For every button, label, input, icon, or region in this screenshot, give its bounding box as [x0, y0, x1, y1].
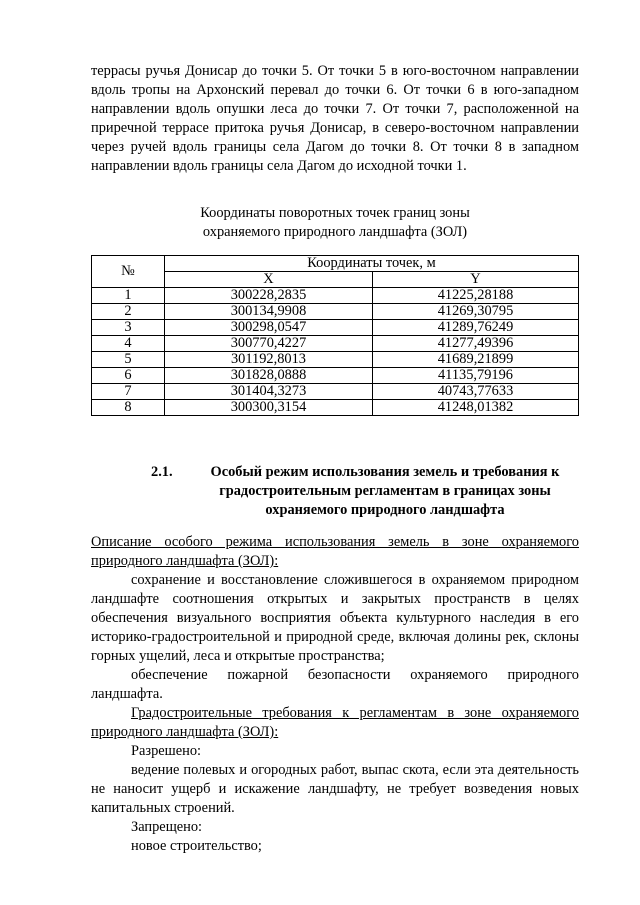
- section-heading: [91, 463, 579, 520]
- cell-x: 300228,2835: [165, 288, 373, 304]
- regime-item-2: обеспечение пожарной безопасности охраняемого природного ландшафта.: [91, 667, 579, 702]
- cell-x: 301192,8013: [165, 352, 373, 368]
- intro-paragraph: террасы ручья Донисар до точки 5. От точки 5 в юго-восточном направлении вдоль тропы на Архонский перевал до точки 6. От точки 6 в юго-западном направлении вдоль опушки леса до точки 7. От точки 7, расположенной на приречной террасе притока ручья Донисар, в северо-восточном направлении через ручей вдоль границы села Дагом до точки 8. От точки 8 в западном направлении вдоль границы села Дагом до исходной точки 1.: [91, 63, 579, 174]
- header-x: X: [165, 272, 373, 288]
- cell-number: 8: [92, 400, 165, 416]
- header-number: №: [92, 256, 165, 288]
- cell-number: 7: [92, 384, 165, 400]
- table-row: [92, 384, 579, 400]
- cell-x: 300300,3154: [165, 400, 373, 416]
- regime-heading: Описание особого режима использования земель в зоне охраняемого природного ландшафта (ЗОЛ):: [91, 534, 579, 569]
- cell-y: 41135,79196: [373, 368, 579, 384]
- cell-number: 2: [92, 304, 165, 320]
- forbidden-label: Запрещено:: [131, 819, 203, 835]
- cell-number: 3: [92, 320, 165, 336]
- table-row: [92, 368, 579, 384]
- section-number: 2.1.: [151, 464, 173, 480]
- table-subheader-row: [92, 272, 579, 288]
- table-caption: [91, 204, 579, 242]
- forbidden-item: новое строительство;: [131, 838, 262, 854]
- cell-x: 301828,0888: [165, 368, 373, 384]
- table-row: [92, 304, 579, 320]
- header-y: Y: [373, 272, 579, 288]
- cell-y: 40743,77633: [373, 384, 579, 400]
- allowed-item: ведение полевых и огородных работ, выпас скота, если эта деятельность не наносит ущерб и искажение ландшафту, не требует возведения новых капитальных строений.: [91, 762, 579, 816]
- cell-y: 41277,49396: [373, 336, 579, 352]
- cell-x: 300134,9908: [165, 304, 373, 320]
- regime-description: [91, 533, 579, 856]
- table-row: [92, 352, 579, 368]
- cell-number: 6: [92, 368, 165, 384]
- cell-y: 41269,30795: [373, 304, 579, 320]
- section-title: Особый режим использования земель и требования к градостроительным регламентам в границах зоны охраняемого природного ландшафта: [210, 464, 560, 518]
- table-caption-line1: Координаты поворотных точек границ зоны: [200, 205, 470, 221]
- cell-y: 41289,76249: [373, 320, 579, 336]
- cell-y: 41225,28188: [373, 288, 579, 304]
- table-row: [92, 320, 579, 336]
- cell-number: 5: [92, 352, 165, 368]
- coordinates-table-body: [92, 288, 579, 416]
- allowed-label: Разрешено:: [131, 743, 202, 759]
- cell-y: 41689,21899: [373, 352, 579, 368]
- regime-item-1: сохранение и восстановление сложившегося в охраняемом природном ландшафте соотношения открытых и закрытых пространств в целях обеспечения визуального восприятия объекта культурного наследия в его историко-градостроительной и природной среде, включая долины рек, склоны горных ущелий, леса и открытые пространства;: [91, 572, 579, 664]
- table-header-row: [92, 256, 579, 272]
- table-row: [92, 288, 579, 304]
- cell-x: 301404,3273: [165, 384, 373, 400]
- coordinates-table: [91, 255, 579, 416]
- table-row: [92, 336, 579, 352]
- requirements-heading: Градостроительные требования к регламентам в зоне охраняемого природного ландшафта (ЗОЛ):: [91, 705, 579, 740]
- header-coords: Координаты точек, м: [165, 256, 579, 272]
- table-caption-line2: охраняемого природного ландшафта (ЗОЛ): [202, 224, 468, 240]
- cell-number: 1: [92, 288, 165, 304]
- table-row: [92, 400, 579, 416]
- cell-x: 300298,0547: [165, 320, 373, 336]
- cell-y: 41248,01382: [373, 400, 579, 416]
- cell-x: 300770,4227: [165, 336, 373, 352]
- cell-number: 4: [92, 336, 165, 352]
